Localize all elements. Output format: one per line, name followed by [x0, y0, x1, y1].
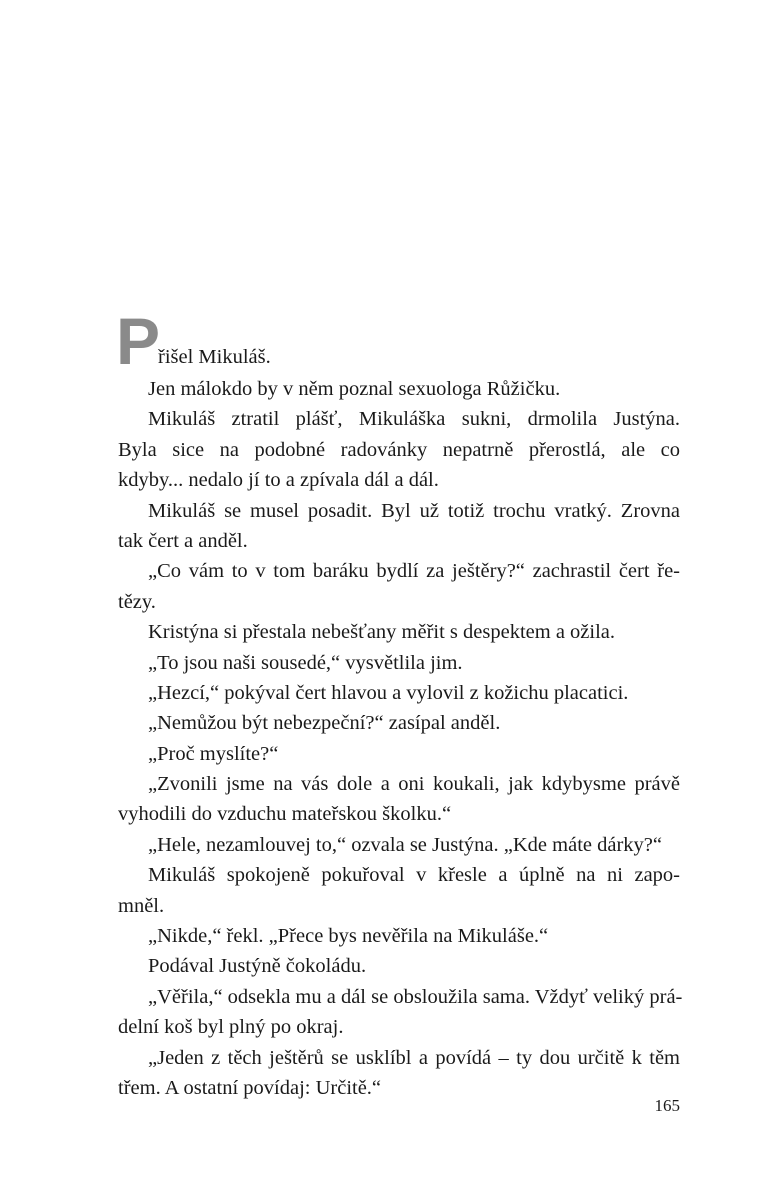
text-line: „Hele, nezamlouvej to,“ ozvala se Justýna. „Kde máte dárky?“	[148, 833, 662, 856]
text-line: „Zvonili jsme na vás dole a oni koukali, jak kdybysme právě	[148, 773, 680, 796]
text-line: Podával Justýně čokoládu.	[148, 955, 367, 978]
text-line: „Jeden z těch ještěrů se usklíbl a povídá – ty dou určitě k těm	[148, 1046, 680, 1069]
text-line: Byla sice na podobné radovánky nepatrně přerostlá, ale co	[118, 438, 680, 461]
drop-cap: P	[116, 304, 161, 378]
body-text	[116, 304, 683, 1103]
text-line: Mikuláš ztratil plášť, Mikuláška sukni, drmolila Justýna.	[148, 408, 680, 431]
text-lines	[118, 374, 683, 1103]
text-line: Jen málokdo by v něm poznal sexuologa Růžičku.	[148, 378, 561, 400]
text-line: „Co vám to v tom baráku bydlí za ještěry?“ zachrastil čert ře-	[148, 560, 680, 583]
text-line: třem. A ostatní povídaj: Určitě.“	[118, 1076, 382, 1099]
text-line: „Hezcí,“ pokýval čert hlavou a vylovil z kožichu placatici.	[148, 681, 629, 704]
first-line	[116, 304, 680, 378]
text-line: mněl.	[118, 894, 165, 917]
text-line: Kristýna si přestala nebešťany měřit s despektem a ožila.	[148, 621, 616, 644]
text-line: „Věřila,“ odsekla mu a dál se obsloužila sama. Vždyť veliký prá-	[148, 985, 683, 1008]
text-line: delní koš byl plný po okraj.	[118, 1016, 344, 1039]
text-line: „To jsou naši sousedé,“ vysvětlila jim.	[148, 651, 463, 674]
text-line: kdyby... nedalo jí to a zpívala dál a dál.	[118, 469, 439, 492]
text-line: „Nemůžou být nebezpeční?“ zasípal anděl.	[148, 712, 501, 735]
text-line: vyhodili do vzduchu mateřskou školku.“	[118, 803, 452, 826]
text-line: „Proč myslíte?“	[148, 742, 279, 765]
text-line: tak čert a anděl.	[118, 529, 248, 552]
first-line-text: řišel Mikuláš.	[158, 346, 271, 368]
text-line: Mikuláš se musel posadit. Byl už totiž trochu vratký. Zrovna	[148, 499, 680, 522]
page-number: 165	[654, 1096, 680, 1115]
text-line: Mikuláš spokojeně pokuřoval v křesle a úplně na ni zapo-	[148, 864, 680, 887]
text-line: tězy.	[118, 590, 156, 613]
text-line: „Nikde,“ řekl. „Přece bys nevěřila na Mikuláše.“	[148, 925, 549, 948]
